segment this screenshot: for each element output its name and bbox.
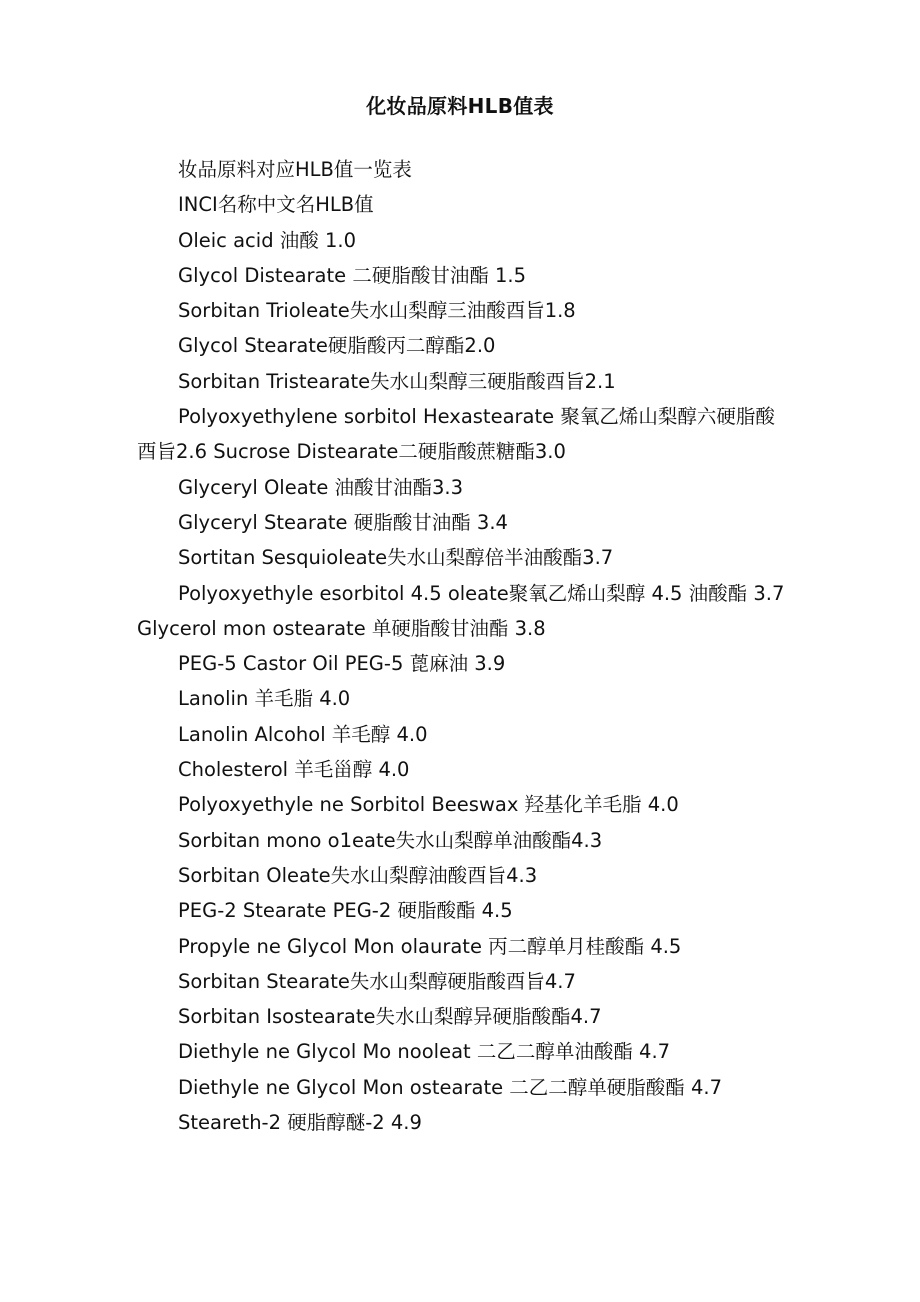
text-line: Lanolin Alcohol 羊毛醇 4.0 — [178, 722, 428, 746]
text-line: Glycol Distearate 二硬脂酸甘油酯 1.5 — [178, 263, 527, 287]
text-line: 妆品原料对应HLB值一览表 — [178, 158, 412, 181]
text-line: Oleic acid 油酸 1.0 — [178, 228, 356, 252]
text-line: Diethyle ne Glycol Mon ostearate 二乙二醇单硬脂酸酯 4.7 — [178, 1075, 722, 1099]
text-line: Glycol Stearate硬脂酸丙二醇酯2.0 — [178, 334, 496, 358]
text-line: Lanolin 羊毛脂 4.0 — [178, 687, 351, 711]
text-line: Polyoxyethyle ne Sorbitol Beeswax 羟基化羊毛脂 4.0 — [178, 793, 679, 817]
text-line: Diethyle ne Glycol Mo nooleat 二乙二醇单油酸酯 4.7 — [178, 1040, 671, 1064]
text-line: Sorbitan Oleate失水山梨醇油酸酉旨4.3 — [178, 863, 538, 887]
text-line: Glyceryl Oleate 油酸甘油酯3.3 — [178, 475, 464, 499]
text-line: INCI名称中文名HLB值 — [178, 193, 374, 217]
text-line: Sortitan Sesquioleate失水山梨醇倍半油酸酯3.7 — [178, 546, 614, 570]
text-line: Cholesterol 羊毛甾醇 4.0 — [178, 758, 410, 782]
text-line: Sorbitan Isostearate失水山梨醇异硬脂酸酯4.7 — [178, 1005, 602, 1029]
document-body — [137, 152, 787, 1140]
text-paragraph: Polyoxyethyle esorbitol 4.5 oleate聚氧乙烯山梨醇 4.5 油酸酯 3.7 Glycerol mon ostearate 单硬脂酸甘油酯 3.8 — [137, 581, 785, 640]
text-line: Sorbitan Trioleate失水山梨醇三油酸酉旨1.8 — [178, 299, 576, 323]
page-title: 化妆品原料HLB值表 — [366, 94, 554, 118]
text-line: Sorbitan mono o1eate失水山梨醇单油酸酯4.3 — [178, 828, 603, 852]
text-paragraph: Polyoxyethylene sorbitol Hexastearate 聚氧乙烯山梨醇六硬脂酸酉旨2.6 Sucrose Distearate二硬脂酸蔗糖酯3.0 — [137, 405, 775, 464]
text-line: Glyceryl Stearate 硬脂酸甘油酯 3.4 — [178, 510, 508, 534]
text-line: Steareth-2 硬脂醇醚-2 4.9 — [178, 1111, 422, 1135]
text-line: Sorbitan Tristearate失水山梨醇三硬脂酸酉旨2.1 — [178, 369, 616, 393]
text-line: PEG-5 Castor Oil PEG-5 蓖麻油 3.9 — [178, 652, 506, 676]
text-line: Sorbitan Stearate失水山梨醇硬脂酸酉旨4.7 — [178, 969, 576, 993]
text-line: PEG-2 Stearate PEG-2 硬脂酸酯 4.5 — [178, 899, 513, 923]
text-line: Propyle ne Glycol Mon olaurate 丙二醇单月桂酸酯 4.5 — [178, 934, 682, 958]
